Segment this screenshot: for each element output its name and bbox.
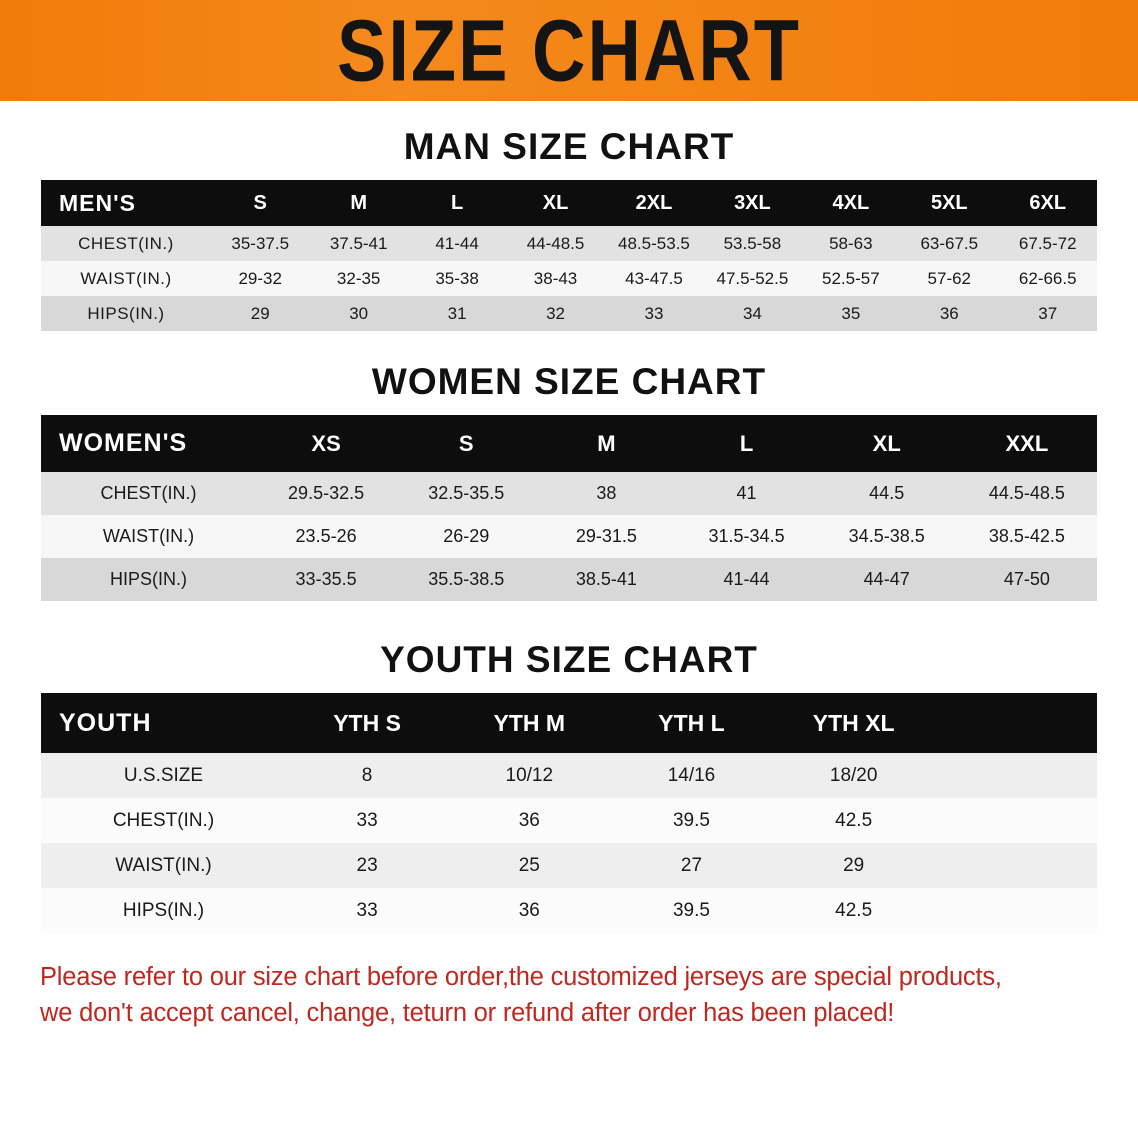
youth-cell: 39.5 bbox=[610, 888, 772, 933]
man-cell: 37 bbox=[999, 296, 1098, 331]
page-banner bbox=[0, 0, 1138, 101]
man-cell: 38-43 bbox=[506, 261, 604, 296]
women-col-header: XL bbox=[817, 415, 957, 472]
table-row bbox=[41, 296, 1097, 331]
man-cell: 67.5-72 bbox=[999, 226, 1098, 261]
man-cell: 32 bbox=[506, 296, 604, 331]
youth-size-table bbox=[41, 693, 1097, 933]
women-cell: 38 bbox=[536, 472, 676, 515]
man-row-label: WAIST(IN.) bbox=[41, 261, 211, 296]
youth-table-body bbox=[41, 753, 1097, 933]
women-cell: 44.5-48.5 bbox=[957, 472, 1097, 515]
women-cell: 29.5-32.5 bbox=[256, 472, 396, 515]
women-size-table bbox=[41, 415, 1097, 601]
youth-cell-empty bbox=[935, 888, 1097, 933]
women-col-header: XXL bbox=[957, 415, 1097, 472]
man-cell: 58-63 bbox=[802, 226, 900, 261]
youth-cell-empty bbox=[935, 753, 1097, 798]
women-table-wrapper bbox=[0, 415, 1138, 601]
man-cell: 35 bbox=[802, 296, 900, 331]
disclaimer-line-1: Please refer to our size chart before order,the customized jerseys are special products, bbox=[40, 963, 1002, 991]
man-cell: 29 bbox=[211, 296, 309, 331]
women-cell: 35.5-38.5 bbox=[396, 558, 536, 601]
disclaimer-note bbox=[40, 959, 1098, 1031]
youth-cell: 27 bbox=[610, 843, 772, 888]
man-table-body bbox=[41, 226, 1097, 331]
women-cell: 31.5-34.5 bbox=[676, 515, 816, 558]
youth-row-label: U.S.SIZE bbox=[41, 753, 286, 798]
women-cell: 38.5-42.5 bbox=[957, 515, 1097, 558]
women-col-header: M bbox=[536, 415, 676, 472]
youth-table-head bbox=[41, 693, 1097, 753]
women-cell: 44-47 bbox=[817, 558, 957, 601]
youth-col-header: YTH S bbox=[286, 693, 448, 753]
man-table-head bbox=[41, 180, 1097, 226]
women-cell: 38.5-41 bbox=[536, 558, 676, 601]
table-row bbox=[41, 798, 1097, 843]
man-cell: 57-62 bbox=[900, 261, 998, 296]
women-cell: 26-29 bbox=[396, 515, 536, 558]
youth-cell: 25 bbox=[448, 843, 610, 888]
youth-col-header: YTH XL bbox=[773, 693, 935, 753]
man-row-label: HIPS(IN.) bbox=[41, 296, 211, 331]
youth-cell: 33 bbox=[286, 798, 448, 843]
youth-cell-empty bbox=[935, 798, 1097, 843]
table-row bbox=[41, 843, 1097, 888]
table-row bbox=[41, 888, 1097, 933]
man-header-label: MEN'S bbox=[41, 180, 211, 226]
man-cell: 63-67.5 bbox=[900, 226, 998, 261]
youth-header-label: YOUTH bbox=[41, 693, 286, 753]
man-col-header: 6XL bbox=[999, 180, 1098, 226]
table-row bbox=[41, 515, 1097, 558]
women-cell: 23.5-26 bbox=[256, 515, 396, 558]
man-cell: 33 bbox=[605, 296, 703, 331]
man-section-title: MAN SIZE CHART bbox=[403, 126, 735, 167]
youth-cell: 10/12 bbox=[448, 753, 610, 798]
table-row bbox=[41, 472, 1097, 515]
man-cell: 43-47.5 bbox=[605, 261, 703, 296]
youth-cell: 42.5 bbox=[773, 798, 935, 843]
youth-col-header: YTH M bbox=[448, 693, 610, 753]
man-cell: 36 bbox=[900, 296, 998, 331]
man-cell: 44-48.5 bbox=[506, 226, 604, 261]
man-cell: 32-35 bbox=[309, 261, 407, 296]
man-cell: 35-38 bbox=[408, 261, 506, 296]
women-col-header: XS bbox=[256, 415, 396, 472]
man-table-wrapper bbox=[0, 180, 1138, 331]
man-row-label: CHEST(IN.) bbox=[41, 226, 211, 261]
youth-cell: 36 bbox=[448, 888, 610, 933]
table-row bbox=[41, 558, 1097, 601]
man-size-table bbox=[41, 180, 1097, 331]
women-cell: 44.5 bbox=[817, 472, 957, 515]
table-row bbox=[41, 261, 1097, 296]
table-row bbox=[41, 226, 1097, 261]
man-cell: 47.5-52.5 bbox=[703, 261, 801, 296]
youth-cell: 33 bbox=[286, 888, 448, 933]
man-col-header: 3XL bbox=[703, 180, 801, 226]
women-row-label: HIPS(IN.) bbox=[41, 558, 256, 601]
man-cell: 31 bbox=[408, 296, 506, 331]
disclaimer-line-2: we don't accept cancel, change, teturn or refund after order has been placed! bbox=[40, 999, 895, 1028]
man-cell: 37.5-41 bbox=[309, 226, 407, 261]
youth-cell: 8 bbox=[286, 753, 448, 798]
women-table-head bbox=[41, 415, 1097, 472]
youth-cell: 42.5 bbox=[773, 888, 935, 933]
table-header-row bbox=[41, 180, 1097, 226]
man-col-header: L bbox=[408, 180, 506, 226]
man-cell: 53.5-58 bbox=[703, 226, 801, 261]
man-cell: 48.5-53.5 bbox=[605, 226, 703, 261]
youth-cell: 36 bbox=[448, 798, 610, 843]
women-cell: 41 bbox=[676, 472, 816, 515]
women-cell: 32.5-35.5 bbox=[396, 472, 536, 515]
man-col-header: XL bbox=[506, 180, 604, 226]
man-cell: 34 bbox=[703, 296, 801, 331]
man-cell: 30 bbox=[309, 296, 407, 331]
youth-cell: 39.5 bbox=[610, 798, 772, 843]
youth-cell-empty bbox=[935, 843, 1097, 888]
women-cell: 33-35.5 bbox=[256, 558, 396, 601]
women-cell: 29-31.5 bbox=[536, 515, 676, 558]
youth-section-title: YOUTH SIZE CHART bbox=[380, 639, 758, 680]
youth-row-label: CHEST(IN.) bbox=[41, 798, 286, 843]
table-row bbox=[41, 753, 1097, 798]
women-col-header: L bbox=[676, 415, 816, 472]
man-cell: 62-66.5 bbox=[999, 261, 1098, 296]
man-col-header: 5XL bbox=[900, 180, 998, 226]
youth-cell: 23 bbox=[286, 843, 448, 888]
youth-row-label: HIPS(IN.) bbox=[41, 888, 286, 933]
man-cell: 35-37.5 bbox=[211, 226, 309, 261]
women-col-header: S bbox=[396, 415, 536, 472]
man-cell: 41-44 bbox=[408, 226, 506, 261]
women-row-label: CHEST(IN.) bbox=[41, 472, 256, 515]
page-title: SIZE CHART bbox=[337, 0, 801, 99]
youth-col-header: YTH L bbox=[610, 693, 772, 753]
women-row-label: WAIST(IN.) bbox=[41, 515, 256, 558]
youth-row-label: WAIST(IN.) bbox=[41, 843, 286, 888]
youth-cell: 29 bbox=[773, 843, 935, 888]
man-cell: 29-32 bbox=[211, 261, 309, 296]
women-header-label: WOMEN'S bbox=[41, 415, 256, 472]
man-col-header: M bbox=[309, 180, 407, 226]
youth-table-wrapper bbox=[0, 693, 1138, 933]
man-col-header: S bbox=[211, 180, 309, 226]
man-col-header: 4XL bbox=[802, 180, 900, 226]
women-cell: 47-50 bbox=[957, 558, 1097, 601]
women-cell: 34.5-38.5 bbox=[817, 515, 957, 558]
women-table-body bbox=[41, 472, 1097, 601]
table-header-row bbox=[41, 693, 1097, 753]
youth-cell: 18/20 bbox=[773, 753, 935, 798]
women-section-title: WOMEN SIZE CHART bbox=[371, 361, 767, 402]
man-cell: 52.5-57 bbox=[802, 261, 900, 296]
youth-col-header-empty bbox=[935, 693, 1097, 753]
youth-cell: 14/16 bbox=[610, 753, 772, 798]
man-col-header: 2XL bbox=[605, 180, 703, 226]
women-cell: 41-44 bbox=[676, 558, 816, 601]
table-header-row bbox=[41, 415, 1097, 472]
